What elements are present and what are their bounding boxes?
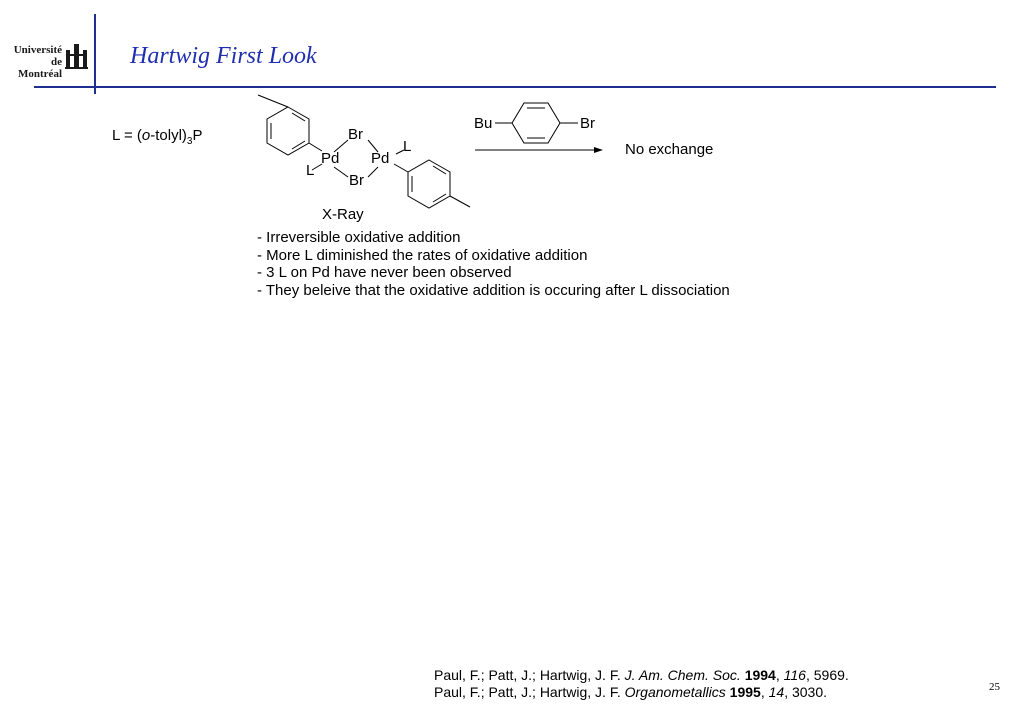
logo-line-2: de Montréal <box>18 56 62 80</box>
list-item: - They beleive that the oxidative addition is occuring after L dissociation <box>257 281 730 299</box>
no-exchange-label: No exchange <box>625 141 714 158</box>
list-item: - More L diminished the rates of oxidative addition <box>257 246 588 264</box>
reaction-scheme <box>0 0 1024 240</box>
reagent-br-label: Br <box>580 115 595 132</box>
page-title: Hartwig First Look <box>130 43 317 69</box>
pd-left-label: Pd <box>321 150 340 167</box>
left-tolyl-ring <box>258 95 322 155</box>
references <box>434 667 849 701</box>
list-item: - Irreversible oxidative addition <box>257 229 461 246</box>
page-number: 25 <box>989 681 1000 693</box>
findings-list <box>257 229 730 299</box>
bromobenzene-reagent <box>495 103 578 143</box>
reference-2: Paul, F.; Patt, J.; Hartwig, J. F. Organometallics 1995, 14, 3030. <box>434 684 828 700</box>
reference-1: Paul, F.; Patt, J.; Hartwig, J. F. J. Am. Chem. Soc. 1994, 116, 5969. <box>434 667 849 683</box>
ligand-definition: $L = (o-tolyl)_3P$ <box>112 127 203 147</box>
list-item: - 3 L on Pd have never been observed <box>257 264 512 281</box>
pd-right-label: Pd <box>371 150 390 167</box>
l-left-label: L <box>306 162 315 179</box>
arrow-head-icon <box>594 147 603 153</box>
right-tolyl-ring <box>394 160 470 208</box>
br-top-label: Br <box>348 126 363 143</box>
br-bottom-label: Br <box>349 172 364 189</box>
logo-line-1: Université <box>13 44 62 56</box>
reagent-bu-label: Bu <box>474 115 493 132</box>
xray-caption: X-Ray <box>322 206 364 223</box>
l-right-label: L <box>403 138 412 155</box>
